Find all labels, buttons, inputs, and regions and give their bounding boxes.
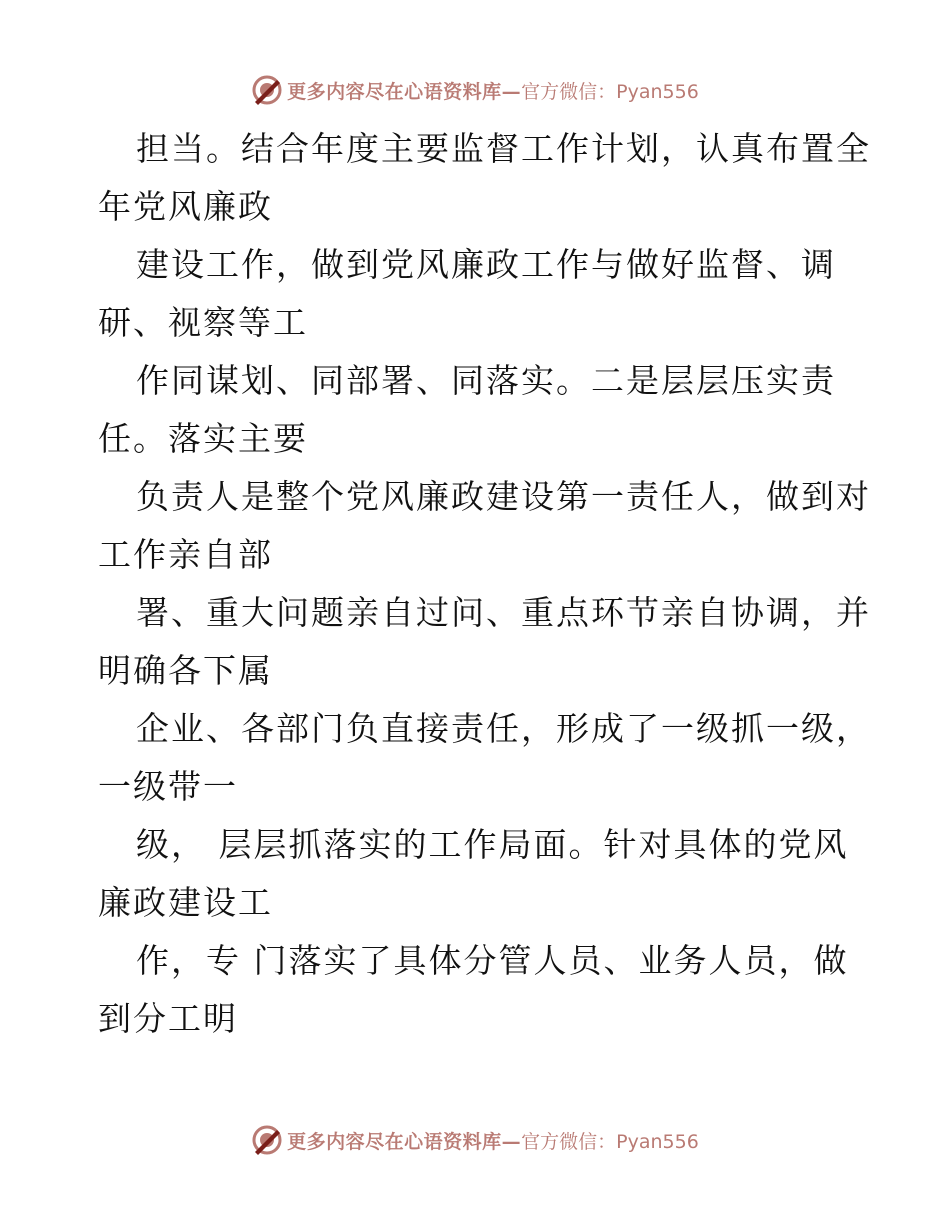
banner-text: 更多内容尽在心语资料库— <box>287 1130 522 1153</box>
text-line: 工作亲自部 <box>98 535 273 574</box>
pen-logo-icon <box>251 74 283 106</box>
text-line: 任。落实主要 <box>98 419 308 458</box>
text-line: 一级带一 <box>98 767 238 806</box>
text-line: 年党风廉政 <box>98 187 273 226</box>
text-line: 署、重大问题亲自过问、重点环节亲自协调，并 <box>136 593 871 632</box>
text-line: 负责人是整个党风廉政建设第一责任人，做到对 <box>136 477 871 516</box>
text-line: 企业、各部门负直接责任，形成了一级抓一级， <box>136 709 871 748</box>
footer-banner <box>0 1120 950 1160</box>
text-line: 作，专 门落实了具体分管人员、业务人员，做 <box>136 941 849 980</box>
banner-contact: 官方微信：Pyan556 <box>521 80 699 103</box>
text-line: 明确各下属 <box>98 651 273 690</box>
text-line: 研、视察等工 <box>98 303 308 342</box>
pen-logo-icon <box>251 1124 283 1156</box>
text-line: 级， 层层抓落实的工作局面。针对具体的党风 <box>136 825 849 864</box>
text-line: 到分工明 <box>98 999 238 1038</box>
document-body <box>98 120 871 1048</box>
text-line: 廉政建设工 <box>98 883 273 922</box>
banner-contact: 官方微信：Pyan556 <box>521 1130 699 1153</box>
text-line: 建设工作，做到党风廉政工作与做好监督、调 <box>136 245 836 284</box>
banner-text: 更多内容尽在心语资料库— <box>287 80 522 103</box>
header-banner <box>0 70 950 110</box>
text-line: 作同谋划、同部署、同落实。二是层层压实责 <box>136 361 836 400</box>
text-line: 担当。结合年度主要监督工作计划，认真布置全 <box>136 129 871 168</box>
